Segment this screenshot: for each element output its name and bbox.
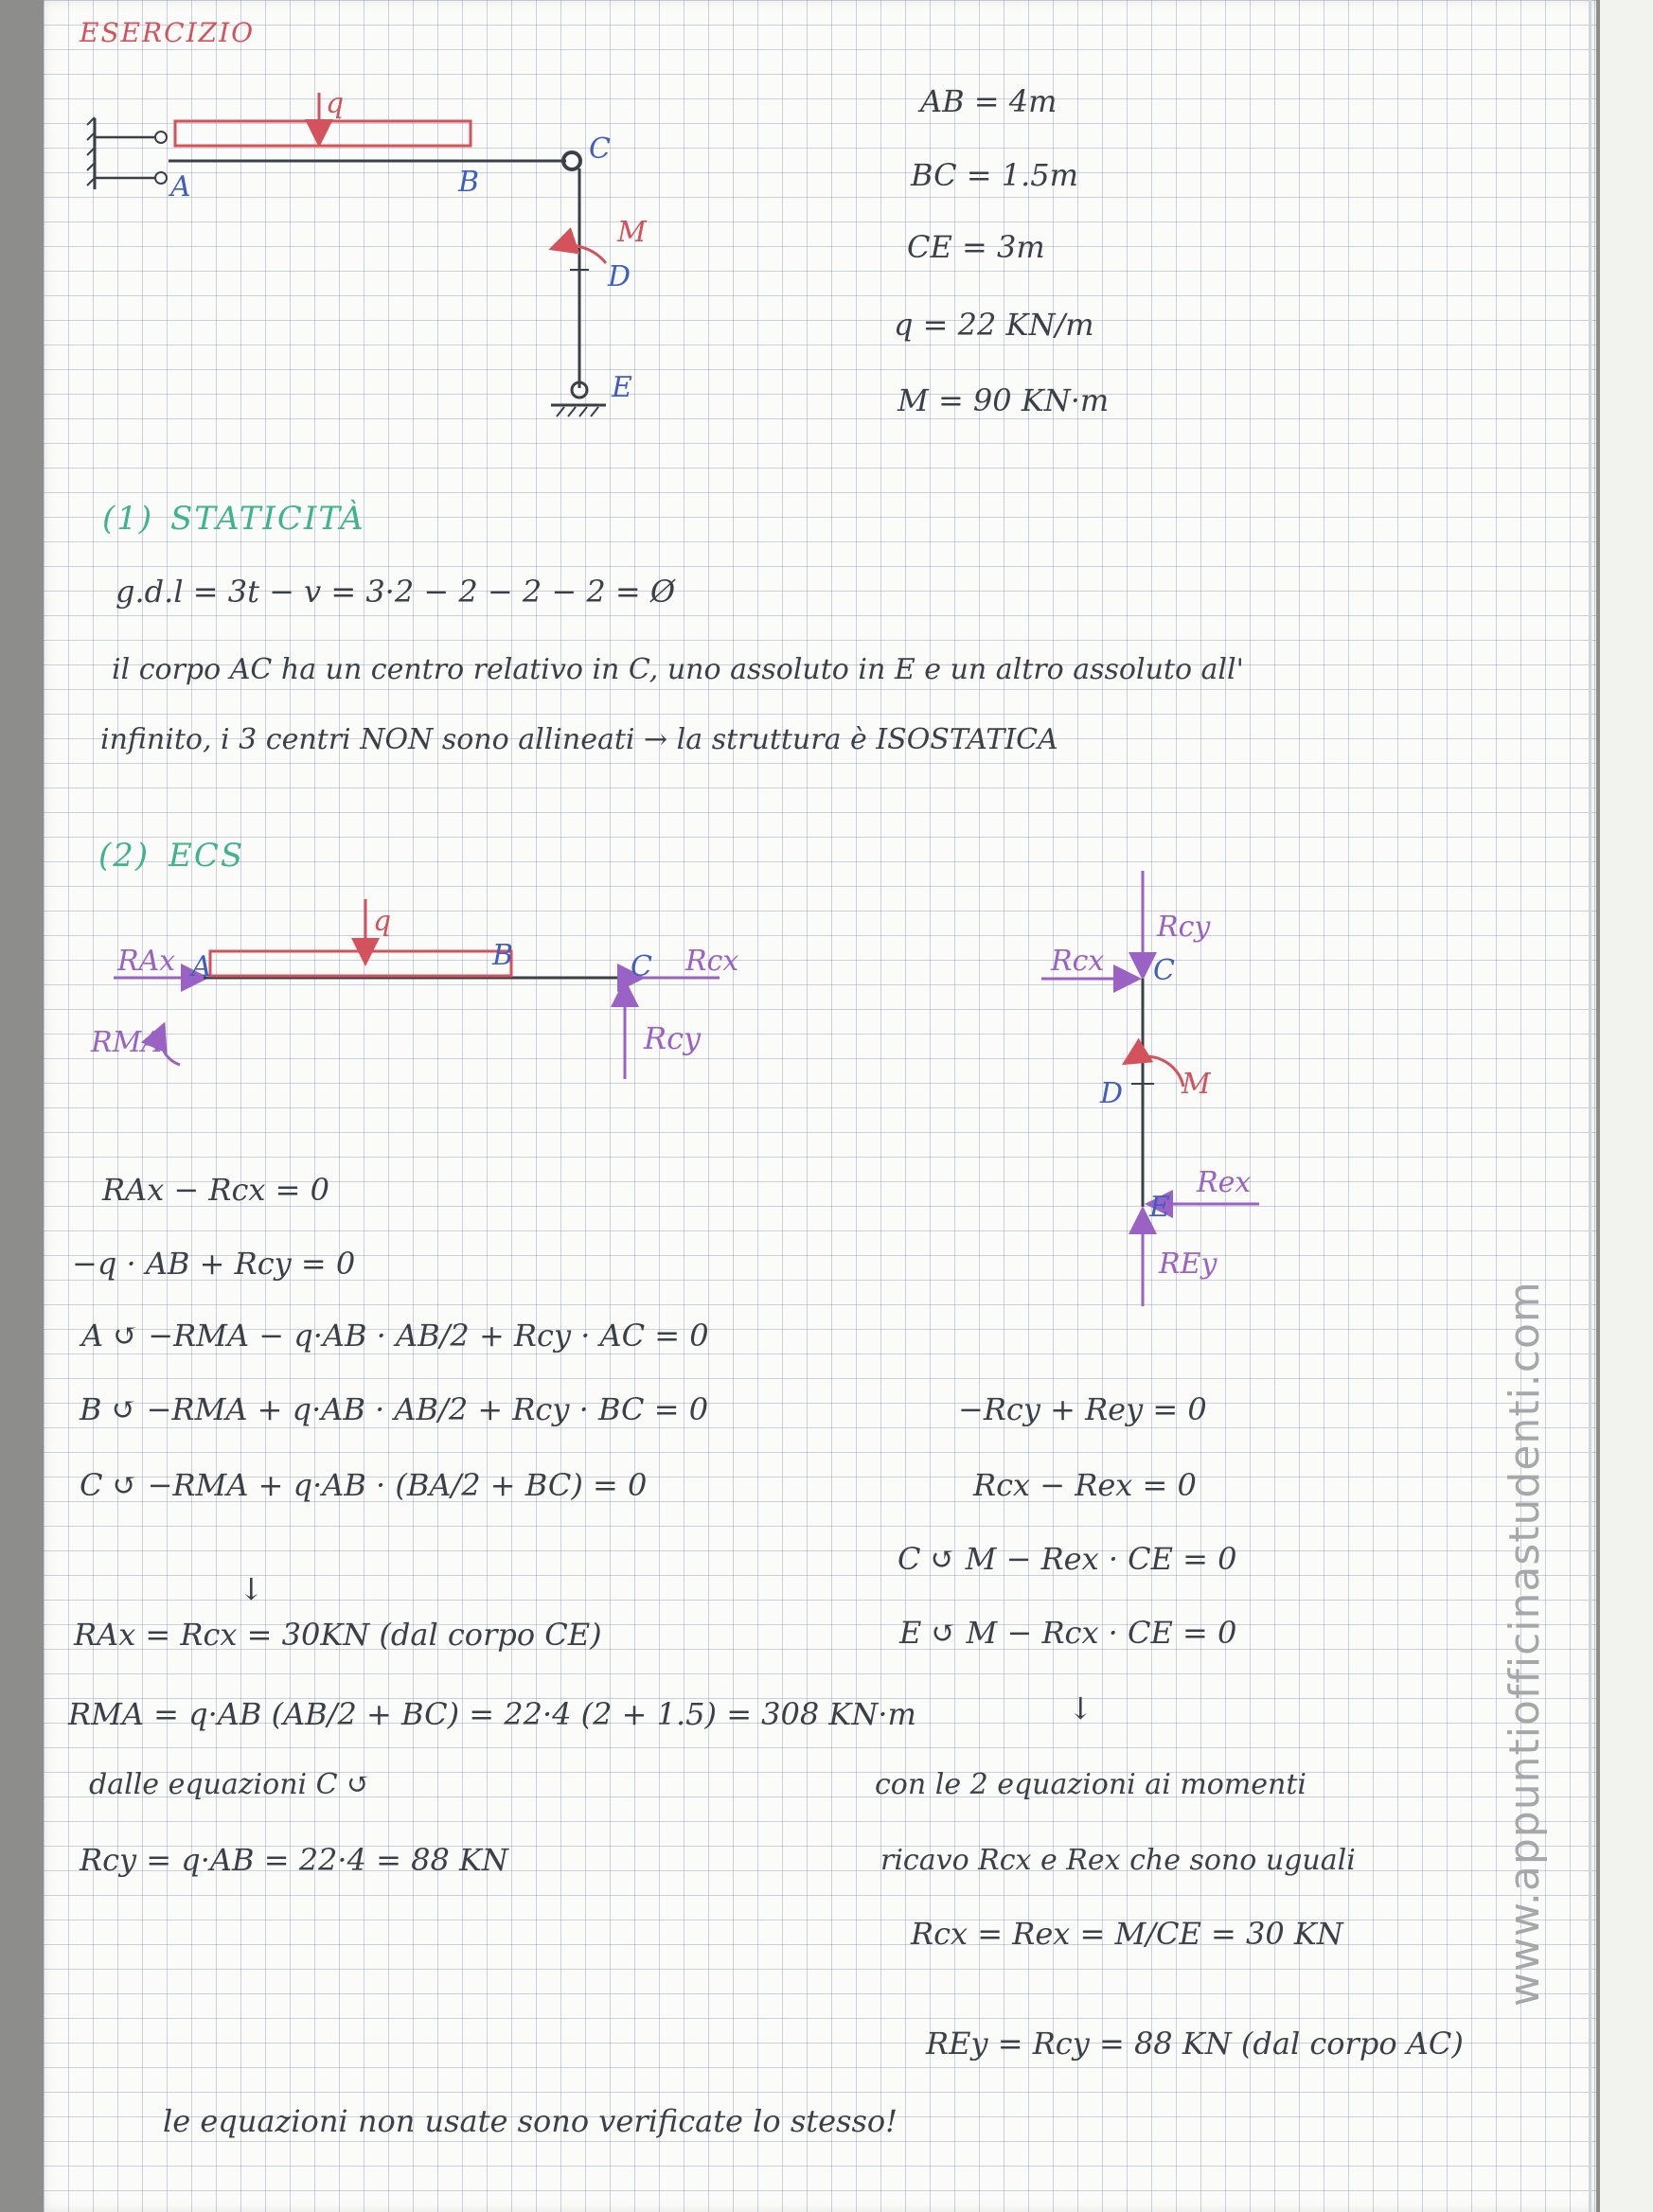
given-q: q = 22 KN/m xyxy=(894,307,1094,343)
equation-row: E ↺ M − Rcx · CE = 0 xyxy=(899,1615,1237,1651)
given-m: M = 90 KN·m xyxy=(898,382,1110,418)
fbd-right-diagram xyxy=(1041,871,1259,1306)
staticity-text-line1: il corpo AC ha un centro relativo in C, uno assoluto in E e un altro assoluto all' xyxy=(112,653,1244,686)
section1-title: STATICITÀ xyxy=(170,500,365,538)
fbd-left-load-q xyxy=(210,951,511,976)
page-title: ESERCIZIO xyxy=(80,17,256,48)
label-moment-m: M xyxy=(617,216,647,249)
staticity-text-line2: infinito, i 3 centri NON sono allineati → la struttura è ISOSTATICA xyxy=(100,723,1058,756)
section1-number: (1) xyxy=(102,500,154,538)
fbd-left-label-q: q xyxy=(373,905,392,938)
label-point-d: D xyxy=(608,260,631,293)
equation-row: C ↺ −RMA + q·AB · (BA/2 + BC) = 0 xyxy=(80,1467,648,1503)
down-arrow-right: ↓ xyxy=(1068,1690,1093,1726)
structure-diagram xyxy=(87,93,606,416)
fbd-left-label-rma: RMA xyxy=(91,1026,162,1059)
equation-row: −Rcy + Rey = 0 xyxy=(958,1391,1207,1427)
equation-row: Rcx − Rex = 0 xyxy=(973,1467,1197,1503)
label-point-a: A xyxy=(170,170,191,204)
fbd-right-label-m: M xyxy=(1182,1068,1211,1101)
fbd-right-label-rcx: Rcx xyxy=(1051,945,1105,978)
final-note: le equazioni non usate sono verificate lo stesso! xyxy=(163,2103,898,2139)
fbd-left-label-b: B xyxy=(492,939,514,972)
equation-row: C ↺ M − Rex · CE = 0 xyxy=(898,1541,1237,1577)
label-point-c: C xyxy=(589,133,611,166)
fbd-left-label-c: C xyxy=(631,950,652,983)
distributed-load-q xyxy=(175,121,471,146)
result-row: REy = Rcy = 88 KN (dal corpo AC) xyxy=(926,2026,1464,2062)
fbd-right-label-rcy: Rcy xyxy=(1157,911,1211,944)
equation-row: RAx − Rcx = 0 xyxy=(102,1172,329,1208)
result-row: RAx = Rcx = 30KN (dal corpo CE) xyxy=(74,1617,602,1653)
result-row: RMA = q·AB (AB/2 + BC) = 22·4 (2 + 1.5) = 308 KN·m xyxy=(68,1696,916,1732)
label-point-b: B xyxy=(458,166,480,199)
given-bc: BC = 1.5m xyxy=(911,157,1078,193)
section2-number-text: 2 xyxy=(113,837,135,875)
equation-row: B ↺ −RMA + q·AB · AB/2 + Rcy · BC = 0 xyxy=(80,1391,709,1427)
fbd-right-label-rey: REy xyxy=(1159,1248,1218,1281)
label-point-e: E xyxy=(612,371,632,404)
equation-row: A ↺ −RMA − q·AB · AB/2 + Rcy · AC = 0 xyxy=(81,1318,709,1354)
fbd-left-label-a: A xyxy=(191,950,212,983)
fbd-right-label-c: C xyxy=(1153,954,1175,987)
result-row: ricavo Rcx e Rex che sono uguali xyxy=(880,1844,1356,1877)
given-ab: AB = 4m xyxy=(920,83,1058,119)
fbd-left-label-rcx: Rcx xyxy=(685,945,739,978)
result-row: con le 2 equazioni ai momenti xyxy=(875,1768,1307,1801)
given-ce: CE = 3m xyxy=(907,229,1045,265)
down-arrow-left: ↓ xyxy=(239,1571,264,1607)
fbd-right-label-e: E xyxy=(1149,1191,1170,1224)
section2-number: (2) xyxy=(98,837,151,875)
fbd-right-label-rex: Rex xyxy=(1197,1166,1252,1199)
fbd-left-label-rcy: Rcy xyxy=(644,1020,702,1056)
result-row: Rcy = q·AB = 22·4 = 88 KN xyxy=(80,1842,508,1878)
section2-title: ECS xyxy=(169,837,245,875)
equation-row: −q · AB + Rcy = 0 xyxy=(72,1246,356,1282)
watermark: www.appuntiofficinastudenti.com xyxy=(1501,1281,1549,2007)
label-load-q: q xyxy=(326,87,345,120)
fbd-left-diagram xyxy=(114,899,720,1079)
dof-equation: g.d.l = 3t − v = 3·2 − 2 − 2 − 2 = Ø xyxy=(116,574,676,610)
section1-number-text: 1 xyxy=(116,500,139,538)
fbd-right-label-d: D xyxy=(1100,1077,1124,1110)
result-row: Rcx = Rex = M/CE = 30 KN xyxy=(911,1916,1343,1952)
result-row: dalle equazioni C ↺ xyxy=(89,1768,371,1801)
fbd-left-label-rax: RAx xyxy=(117,945,176,978)
